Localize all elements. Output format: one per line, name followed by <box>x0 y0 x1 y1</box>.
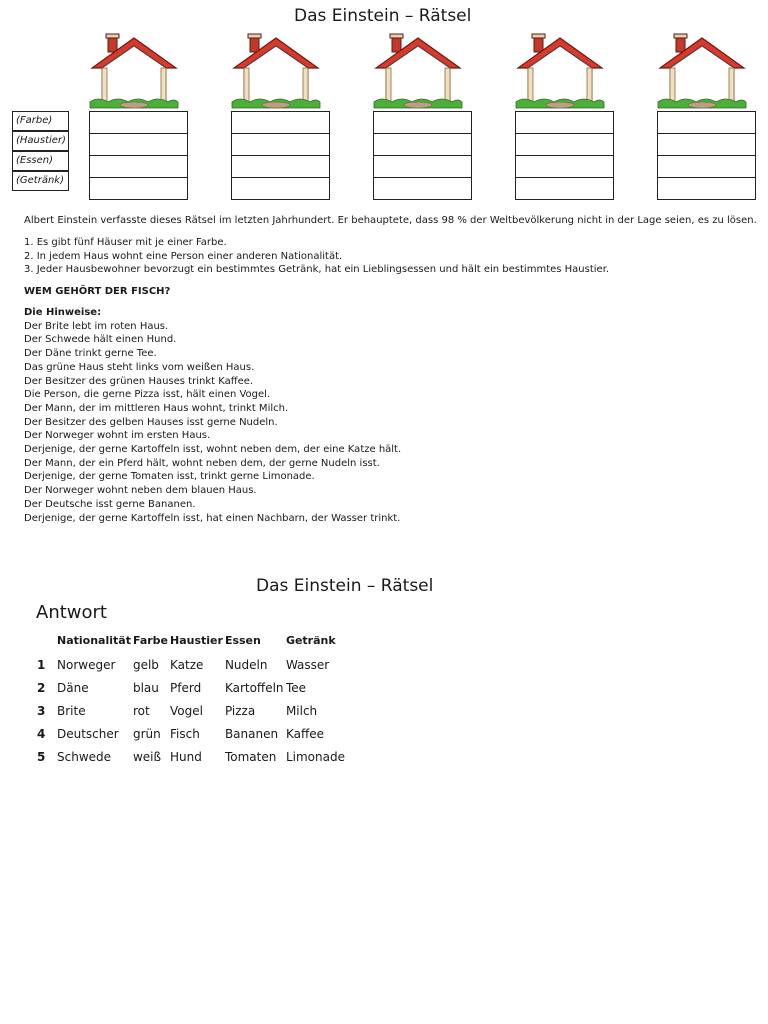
answer-header-row <box>36 628 357 653</box>
cell-nationality: Schwede <box>57 749 112 764</box>
grid-cell[interactable] <box>515 178 614 200</box>
cell-food: Nudeln <box>224 657 268 672</box>
hint-item: Der Brite lebt im roten Haus. <box>24 320 169 332</box>
cell-drink: Tee <box>285 680 306 695</box>
row-number: 4 <box>37 726 46 741</box>
cell-nationality: Brite <box>57 703 86 718</box>
rule-item: 3. Jeder Hausbewohner bevorzugt ein bestimmtes Getränk, hat ein Lieblingsessen und hält ein bestimmtes Haustier. <box>24 264 610 276</box>
hint-item: Der Besitzer des grünen Hauses trinkt Kaffee. <box>24 375 254 387</box>
hints-list <box>24 306 401 525</box>
col-header-nationalitaet: Nationalität <box>57 634 131 647</box>
row-label-getraenk: (Getränk) <box>12 171 69 191</box>
hint-item: Das grüne Haus steht links vom weißen Haus. <box>24 361 255 373</box>
row-number: 5 <box>37 749 46 764</box>
hint-item: Der Deutsche isst gerne Bananen. <box>24 498 196 510</box>
cell-color: weiß <box>132 749 162 764</box>
grid-cell[interactable] <box>657 156 756 178</box>
table-row <box>36 722 357 745</box>
cell-color: blau <box>132 680 159 695</box>
cell-nationality: Deutscher <box>57 726 119 741</box>
cell-drink: Milch <box>285 703 318 718</box>
hint-item: Derjenige, der gerne Tomaten isst, trinkt gerne Limonade. <box>24 471 315 483</box>
row-label-farbe: (Farbe) <box>12 111 69 131</box>
grid-cell[interactable] <box>515 134 614 156</box>
cell-nationality: Norweger <box>57 657 116 672</box>
row-number: 1 <box>37 657 46 672</box>
page-title: Das Einstein – Rätsel <box>294 6 472 26</box>
col-header-getraenk: Getränk <box>285 634 336 647</box>
grid-cell[interactable] <box>657 178 756 200</box>
table-row <box>36 699 357 722</box>
hint-item: Der Mann, der im mittleren Haus wohnt, trinkt Milch. <box>24 402 289 414</box>
hint-item: Der Norweger wohnt neben dem blauen Haus. <box>24 485 257 497</box>
grid-cell[interactable] <box>657 111 756 134</box>
grid-cell[interactable] <box>373 156 472 178</box>
grid-cell[interactable] <box>89 156 188 178</box>
cell-nationality: Däne <box>57 680 89 695</box>
grid-cell[interactable] <box>515 156 614 178</box>
cell-food: Kartoffeln <box>224 680 284 695</box>
house-2-grid <box>231 111 330 200</box>
cell-pet: Katze <box>170 657 204 672</box>
grid-cell[interactable] <box>373 111 472 134</box>
row-number: 2 <box>37 680 46 695</box>
answer-table <box>36 628 357 768</box>
row-number: 3 <box>37 703 46 718</box>
table-row <box>36 653 357 676</box>
grid-cell[interactable] <box>515 111 614 134</box>
cell-drink: Limonade <box>285 749 345 764</box>
grid-cell[interactable] <box>373 178 472 200</box>
col-header-essen: Essen <box>224 634 261 647</box>
rules-list <box>24 236 609 277</box>
intro-text: Albert Einstein verfasste dieses Rätsel im letzten Jahrhundert. Er behauptete, dass 98 % der Weltbevölkerung nicht in der Lage seien, es zu lösen. <box>24 215 757 226</box>
grid-cell[interactable] <box>89 134 188 156</box>
hint-item: Der Schwede hält einen Hund. <box>24 334 177 346</box>
grid-cell[interactable] <box>231 134 330 156</box>
col-header-farbe: Farbe <box>132 634 169 647</box>
cell-color: gelb <box>132 657 159 672</box>
house-4-illustration <box>514 32 606 110</box>
house-5-illustration <box>656 32 748 110</box>
rule-item: 2. In jedem Haus wohnt eine Person einer anderen Nationalität. <box>24 250 343 262</box>
question-heading: WEM GEHÖRT DER FISCH? <box>24 286 171 297</box>
cell-food: Tomaten <box>224 749 277 764</box>
hint-item: Der Mann, der ein Pferd hält, wohnt neben dem, der gerne Nudeln isst. <box>24 457 380 469</box>
col-header-haustier: Haustier <box>170 634 223 647</box>
rule-item: 1. Es gibt fünf Häuser mit je einer Farbe. <box>24 237 227 248</box>
cell-color: rot <box>132 703 150 718</box>
answer-heading: Antwort <box>36 602 107 623</box>
grid-cell[interactable] <box>89 111 188 134</box>
cell-drink: Wasser <box>285 657 330 672</box>
cell-pet: Pferd <box>170 680 202 695</box>
hint-item: Die Person, die gerne Pizza isst, hält einen Vogel. <box>24 389 271 401</box>
hint-item: Der Däne trinkt gerne Tee. <box>24 348 157 360</box>
grid-cell[interactable] <box>231 111 330 134</box>
house-1-grid <box>89 111 188 200</box>
house-1-illustration <box>88 32 180 110</box>
house-5-grid <box>657 111 756 200</box>
cell-drink: Kaffee <box>285 726 324 741</box>
house-4-grid <box>515 111 614 200</box>
cell-pet: Hund <box>170 749 202 764</box>
hint-item: Derjenige, der gerne Kartoffeln isst, hat einen Nachbarn, der Wasser trinkt. <box>24 512 401 524</box>
cell-pet: Fisch <box>170 726 200 741</box>
cell-food: Pizza <box>224 703 256 718</box>
hint-item: Der Besitzer des gelben Hauses isst gerne Nudeln. <box>24 416 278 428</box>
grid-cell[interactable] <box>89 178 188 200</box>
grid-cell[interactable] <box>231 156 330 178</box>
house-2-illustration <box>230 32 322 110</box>
row-label-essen: (Essen) <box>12 151 69 171</box>
house-3-grid <box>373 111 472 200</box>
hint-item: Derjenige, der gerne Kartoffeln isst, wohnt neben dem, der eine Katze hält. <box>24 444 402 456</box>
grid-cell[interactable] <box>231 178 330 200</box>
table-row <box>36 676 357 699</box>
cell-color: grün <box>132 726 161 741</box>
house-3-illustration <box>372 32 464 110</box>
grid-cell[interactable] <box>373 134 472 156</box>
grid-cell[interactable] <box>657 134 756 156</box>
cell-food: Bananen <box>224 726 279 741</box>
hint-item: Der Norweger wohnt im ersten Haus. <box>24 430 211 442</box>
cell-pet: Vogel <box>170 703 203 718</box>
table-row <box>36 745 357 768</box>
hints-heading: Die Hinweise: <box>24 307 102 318</box>
answer-title: Das Einstein – Rätsel <box>256 576 434 596</box>
row-label-haustier: (Haustier) <box>12 131 69 151</box>
